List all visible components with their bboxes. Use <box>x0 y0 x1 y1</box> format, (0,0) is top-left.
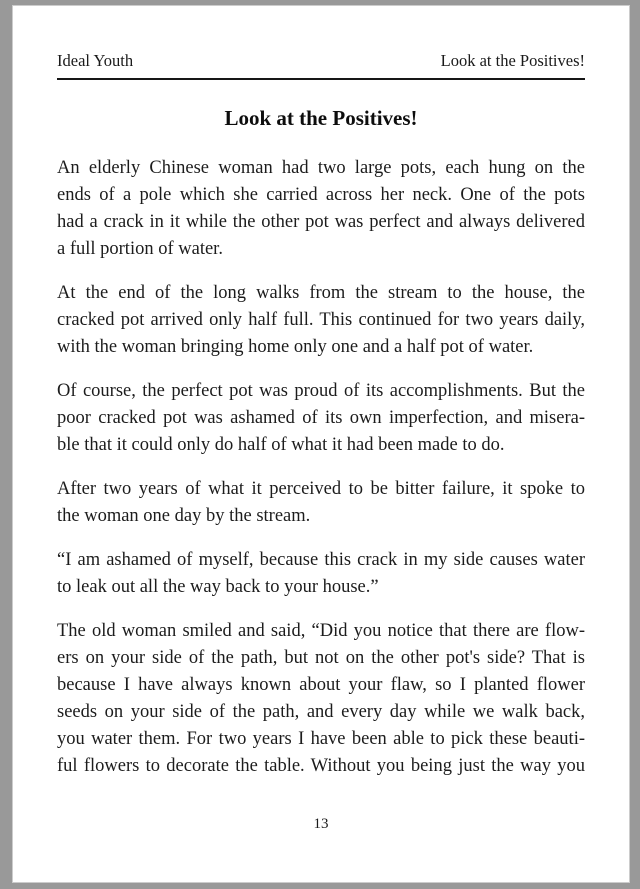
text-line: seeds on your side of the path, and every day while we walk back, <box>57 702 585 722</box>
page-number: 13 <box>313 816 329 832</box>
text-line: An elderly Chinese woman had two large pots, each hung on the <box>57 158 585 178</box>
story-paragraphs <box>57 155 585 780</box>
paragraph <box>57 547 585 601</box>
text-line: the woman one day by the stream. <box>57 506 311 526</box>
text-line: At the end of the long walks from the stream to the house, the <box>57 283 585 303</box>
running-header-book-title: Ideal Youth <box>57 51 134 70</box>
page-title: Look at the Positives! <box>224 106 418 130</box>
paragraph <box>57 378 585 459</box>
text-line: ers on your side of the path, but not on the other pot's side? That is <box>57 648 585 668</box>
text-line: “I am ashamed of myself, because this crack in my side causes water <box>57 550 585 570</box>
paragraph <box>57 280 585 361</box>
text-line: a full portion of water. <box>57 239 223 259</box>
text-line: ful flowers to decorate the table. Without you being just the way you <box>57 756 585 776</box>
text-line: had a crack in it while the other pot was perfect and always delivered <box>57 212 585 232</box>
text-line: with the woman bringing home only one and a half pot of water. <box>57 337 534 357</box>
text-line: to leak out all the way back to your house.” <box>57 577 379 597</box>
book-page <box>12 5 630 883</box>
text-line: poor cracked pot was ashamed of its own imperfection, and misera- <box>57 408 585 428</box>
text-line: Of course, the perfect pot was proud of its accomplishments. But the <box>57 381 585 401</box>
header-rule <box>57 78 585 80</box>
text-line: After two years of what it perceived to be bitter failure, it spoke to <box>57 479 585 499</box>
paragraph <box>57 155 585 263</box>
text-line: cracked pot arrived only half full. This continued for two years daily, <box>57 310 585 330</box>
text-line: because I have always known about your flaw, so I planted flower <box>57 675 585 695</box>
paragraph <box>57 618 585 780</box>
text-line: ble that it could only do half of what it had been made to do. <box>57 435 505 455</box>
running-header-chapter-title: Look at the Positives! <box>440 51 585 70</box>
running-header <box>57 6 585 71</box>
text-line: The old woman smiled and said, “Did you notice that there are flow- <box>57 621 585 641</box>
text-line: you water them. For two years I have been able to pick these beauti- <box>57 729 585 749</box>
text-line: ends of a pole which she carried across her neck. One of the pots <box>57 185 585 205</box>
paragraph <box>57 476 585 530</box>
